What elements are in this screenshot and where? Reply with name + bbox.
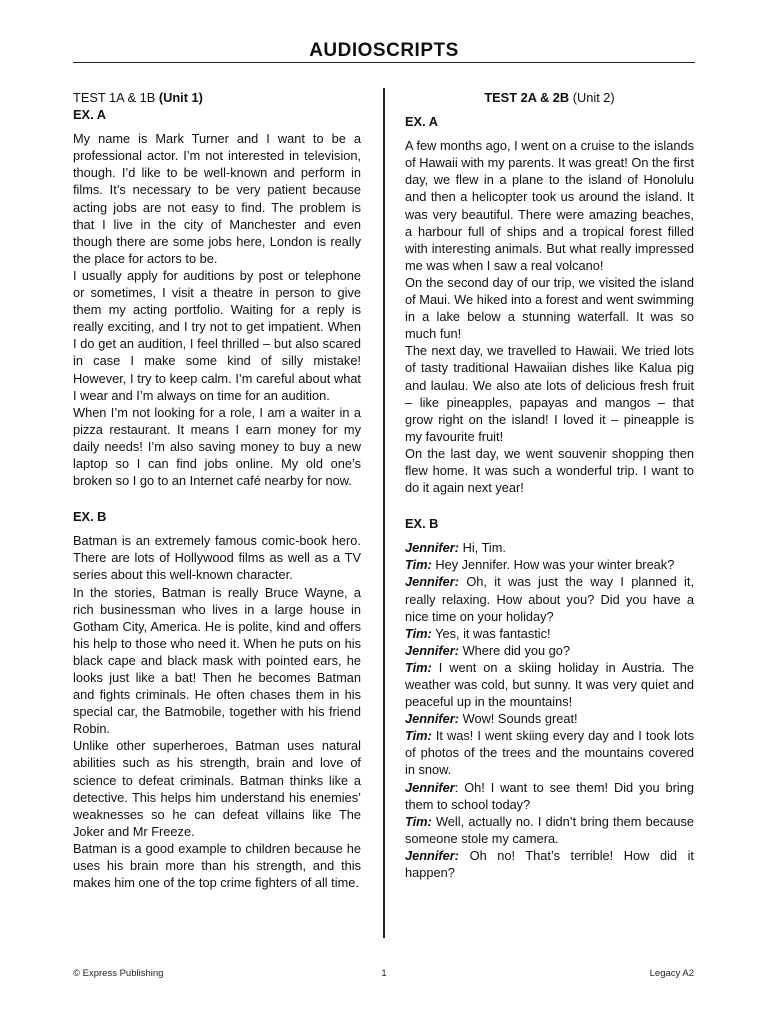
dialogue-text: Where did you go? [459, 642, 571, 658]
paragraph: When I’m not looking for a role, I am a waiter in a pizza restaurant. It means I earn money for my daily needs! I’m also saving money to buy a new laptop so I can find jobs online. My old one’s broken so I go to an Internet café nearby for now. [73, 404, 361, 489]
ex-a-label: EX. A [73, 107, 106, 123]
speaker-name: Jennifer: [405, 574, 460, 590]
paragraph: The next day, we travelled to Hawaii. We tried lots of tasty traditional Hawaiian dishes like Kalua pig and laulau. We also ate lots of delicious fresh fruit – like pineapples, papayas and mangos – that grow right on the island! I loved it – pineapple is my favourite fruit! [405, 343, 694, 444]
footer-book-title: Legacy A2 [649, 968, 694, 979]
paragraph: On the second day of our trip, we visited the island of Maui. We hiked into a forest and went swimming in a lake below a stunning waterfall. It was so much fun! [405, 274, 694, 342]
dialogue-line [405, 642, 694, 659]
dialogue-text: Well, actually no. I didn’t bring them because someone stole my camera. [405, 813, 694, 846]
footer-page-number: 1 [381, 968, 387, 979]
dialogue-text: Yes, it was fantastic! [431, 625, 551, 641]
speaker-name: Jennifer: [405, 540, 460, 556]
dialogue-line [405, 573, 694, 624]
speaker-name: Jennifer [405, 779, 455, 795]
dialogue-text: Wow! Sounds great! [459, 711, 578, 727]
paragraph: Batman is a good example to children because he uses his brain more than his strength, and this makes him one of the top crime fighters of all time. [73, 840, 361, 891]
dialogue-line [405, 779, 694, 813]
speaker-name: Tim: [405, 557, 432, 573]
unit-heading-test-2 [405, 89, 694, 106]
title-rule [73, 62, 695, 63]
paragraph: Batman is an extremely famous comic-book hero. There are lots of Hollywood films as well as a TV series about this well-known character. [73, 533, 361, 583]
dialogue-line [405, 710, 694, 727]
paragraph: My name is Mark Turner and I want to be a professional actor. I’m not interested in television, though. I’d like to be well-known and perform in films. It’s necessary to be very patient because acting jobs are not easy to find. The problem is that I live in the city of Manchester and even though there are some jobs here, London is really the place for actors to be. [73, 131, 361, 266]
footer-publisher: © Express Publishing [73, 968, 164, 979]
column-divider [383, 88, 385, 938]
left-column [73, 89, 361, 891]
dialogue-line [405, 727, 694, 778]
dialogue-line [405, 847, 694, 881]
unit-heading-unit-label: (Unit 2) [569, 90, 615, 105]
speaker-name: Tim: [405, 625, 432, 641]
paragraph: On the last day, we went souvenir shopping then flew home. It was such a wonderful trip. I want to do it again next year! [405, 445, 694, 496]
speaker-name: Tim: [405, 728, 432, 744]
paragraph: I usually apply for auditions by post or telephone or sometimes, I visit a theatre in person to give them my acting portfolio. Waiting for a reply is really exciting, and I try not to get impatient. When I do get an audition, I feel thrilled – but also scared in case I make some kind of silly mistake! However, I try to keep calm. I’m careful about what I wear and I’m always on time for an audition. [73, 267, 361, 403]
paragraph: A few months ago, I went on a cruise to the islands of Hawaii with my parents. It was great! On the first day, we flew in a plane to the island of Honolulu and then a helicopter took us around the island. It was very beautiful. There were amazing beaches, a harbour full of ships and a tropical forest filled with interesting animals. But what really impressed me was when I saw a real volcano! [405, 138, 694, 273]
speaker-name: Tim: [405, 813, 432, 829]
dialogue-text: : Oh! I want to see them! Did you bring them to school today? [405, 779, 694, 812]
right-column [405, 89, 694, 881]
dialogue-line [405, 659, 694, 710]
dialogue-text: I went on a skiing holiday in Austria. The weather was cold, but sunny. It was very quiet and peaceful up in the mountains! [405, 659, 694, 710]
unit-heading-test-1 [73, 89, 361, 106]
dialogue-text: Oh, it was just the way I planned it, really relaxing. How about you? Did you have a nice time on your holiday? [405, 574, 694, 624]
page-title: AUDIOSCRIPTS [309, 40, 459, 61]
unit-heading-test-label: TEST 2A & 2B [484, 90, 570, 105]
speaker-name: Jennifer: [405, 711, 460, 727]
dialogue-text: Hi, Tim. [459, 540, 506, 556]
speaker-name: Jennifer: [405, 642, 460, 658]
speaker-name: Jennifer: [405, 847, 460, 863]
paragraph: Unlike other superheroes, Batman uses natural abilities such as his strength, brain and love of science to defeat criminals. Batman thinks like a detective. This helps him understand his enemies’ weaknesses so he can defeat villains like The Joker and Mr Freeze. [73, 738, 361, 839]
unit-heading-test-label: TEST 1A & 1B [73, 90, 159, 105]
ex-b-label: EX. B [405, 516, 439, 532]
unit-heading-unit-label: (Unit 1) [158, 90, 203, 105]
dialogue-text: Oh no! That’s terrible! How did it happen? [405, 847, 694, 881]
speaker-name: Tim: [405, 659, 432, 675]
dialogue-line [405, 625, 694, 642]
dialogue [405, 539, 694, 881]
paragraph: In the stories, Batman is really Bruce Wayne, a rich businessman who lives in a large house in Gotham City, America. He is polite, kind and offers his help to those who need it. When he puts on his black cape and black mask with pointed ears, he looks just like a bat! Then he becomes Batman and fights criminals. He often chases them in his special car, the Batmobile, together with his friend Robin. [73, 584, 361, 737]
dialogue-text: Hey Jennifer. How was your winter break? [431, 557, 675, 573]
dialogue-text: It was! I went skiing every day and I took lots of photos of the trees and the mountains covered in snow. [405, 728, 694, 778]
dialogue-line [405, 539, 694, 556]
ex-b-label: EX. B [73, 509, 107, 525]
dialogue-line [405, 813, 694, 847]
ex-a-label: EX. A [405, 114, 438, 130]
dialogue-line [405, 556, 694, 573]
